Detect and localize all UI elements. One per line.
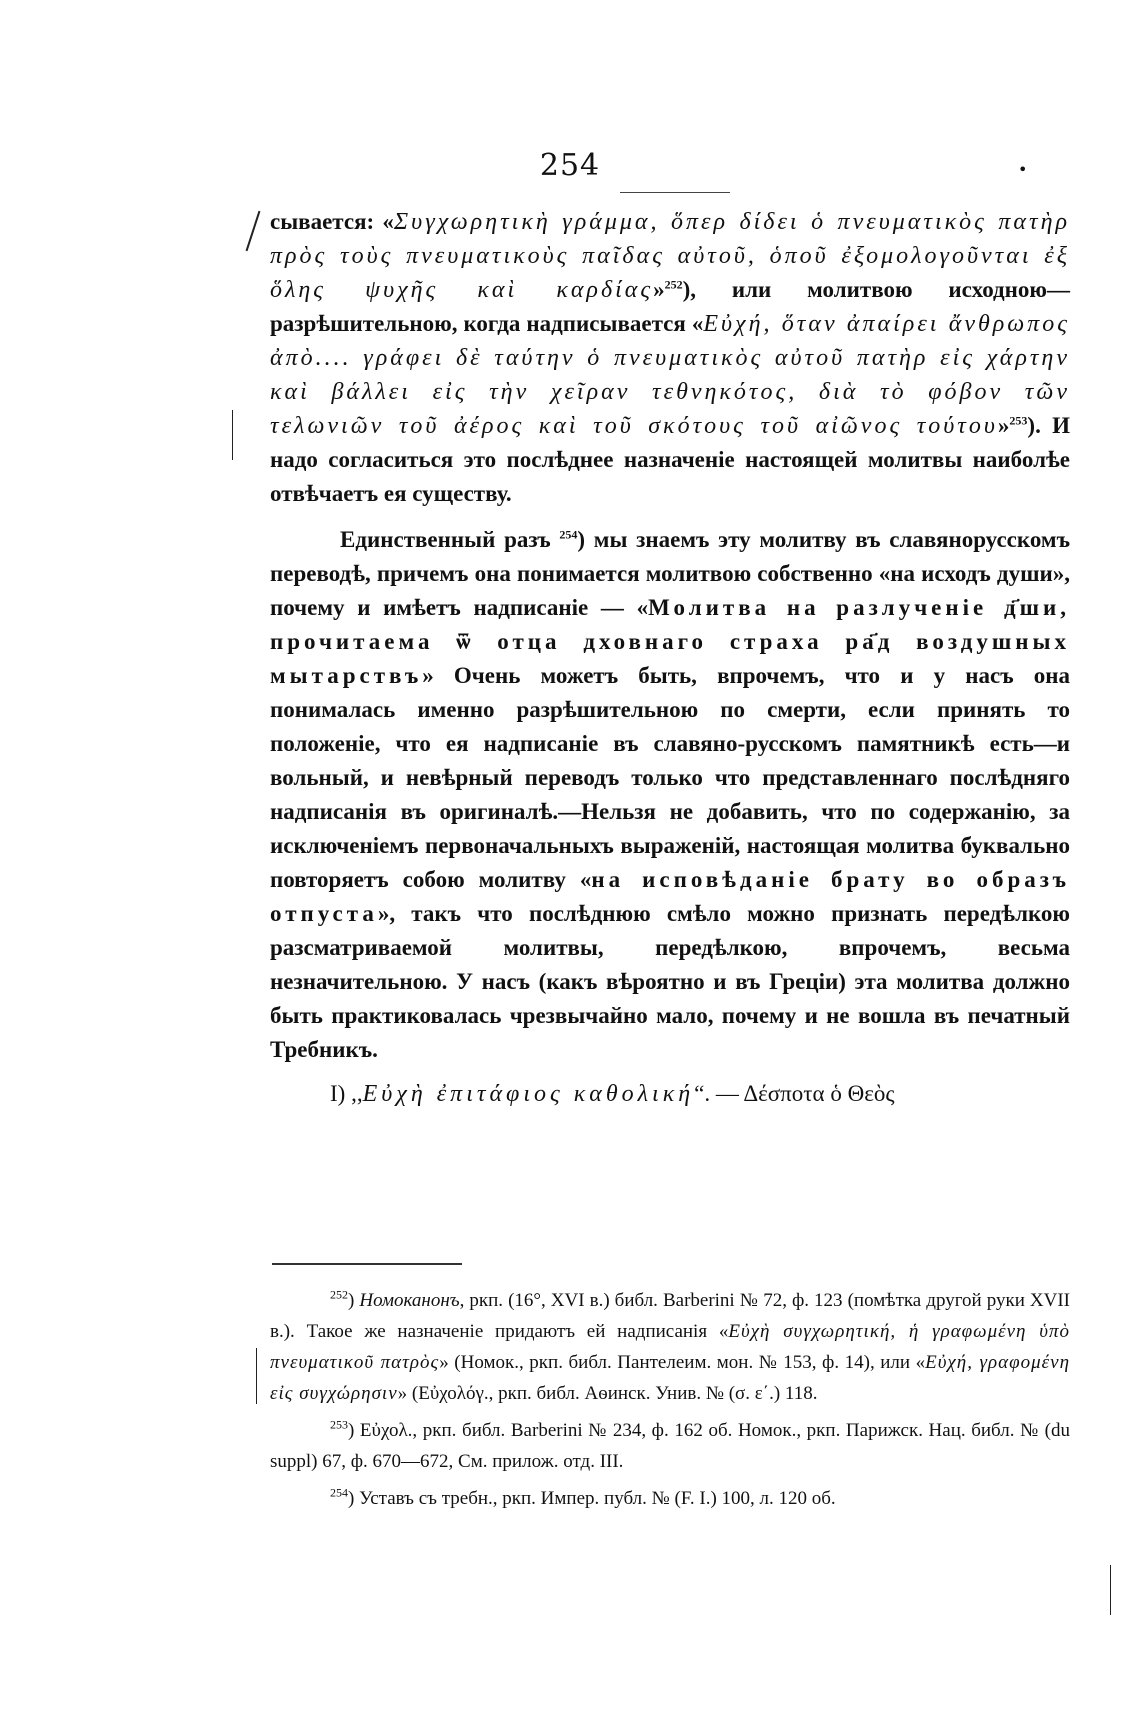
footnote-254: [270, 1483, 1070, 1514]
footnote-ref: 253: [1009, 413, 1028, 428]
text-run: ): [348, 1290, 360, 1311]
greek-quote: Εὐχὴ συγχωρητική, ἡ γραφωμένη ὑπὸ πνευματικοῦ πατρὸς: [270, 1321, 1070, 1373]
slavonic-title: Молитва на разлученіе д҃ши, прочитаема ѿ отца дховнаго страха ра҃д воздушных мытарствъ: [270, 595, 1070, 688]
margin-pencil-mark: [256, 1348, 257, 1404]
page-number: 254: [539, 148, 601, 183]
margin-pencil-mark: [246, 211, 261, 252]
margin-pencil-mark: [1110, 1565, 1111, 1615]
text-run: ), или молитвою исходною—разрѣшительною, когда надписывается «: [270, 277, 1070, 336]
footnote-ref: 252: [664, 277, 683, 292]
page-number-rule: [620, 192, 730, 193]
footnote-253: [270, 1415, 1070, 1477]
footnote-mark: 253: [330, 1417, 348, 1432]
greek-quote: Εὐχή, ὅταν ἀπαίρει ἄνθρωπος ἀπὸ.... γράφει δὲ ταύτην ὁ πνευματικὸς αὐτοῦ πατὴρ εἰς χάρτην καὶ βάλλει εἰς τὴν χεῖραν τεθνηκότος, διὰ τὸ φόβον τῶν τελωνιῶν τοῦ ἀέρος καὶ τοῦ σκότους τοῦ αἰῶνος τούτου: [270, 311, 1070, 439]
text-run: , ркп. (16°, XVI в.) библ. Barberini № 72, ф. 123 (помѣтка другой руки XVII в.). Такое же назначеніе придаютъ ей надписанія «: [270, 1290, 1070, 1342]
text-run: ). И надо согласиться это послѣднее назначеніе настоящей молитвы наиболѣе отвѣчаетъ ея существу.: [270, 413, 1070, 506]
greek-quote: Συγχωρητικὴ γράμμα, ὅπερ δίδει ὁ πνευματικὸς πατὴρ πρὸς τοὺς πνευματικοὺς παῖδας αὐτοῦ, ὁποῦ ἐξομολογοῦνται ἐξ ὅλης ψυχῆς καὶ καρδίας: [270, 209, 1070, 303]
text-run: » Очень можетъ быть, впрочемъ, что и у насъ она понималась именно разрѣшительною по смерти, если принять то положеніе, что ея надписаніе въ славяно-русскомъ памятникѣ есть—и вольный, и невѣрный переводъ только что представленнаго послѣдняго надписанія въ оригиналѣ.—Нельзя не добавить, что по содержанію, за исключеніемъ первоначальныхъ выраженій, настоящая молитва буквально повторяетъ собою молитву «: [270, 663, 1070, 892]
footnote-ref: 254: [559, 527, 578, 542]
text-run: Единственный разъ: [340, 527, 560, 552]
text-run: ) Εὐχολ., ркп. библ. Barberini № 234, ф. 162 об. Номок., ркп. Парижск. Нац. библ. № (du suppl) 67, ф. 670—672, См. прилож. отд. III.: [270, 1420, 1070, 1472]
margin-dot: •: [1018, 160, 1028, 179]
italic-title: Номоканонъ: [359, 1290, 460, 1311]
footnote-mark: 254: [330, 1485, 348, 1500]
slavonic-title: на исповѣданіе брату во образъ отпуста: [270, 867, 1070, 926]
margin-pencil-mark: [232, 410, 233, 460]
heading-rest: “. — Δέσποτα ὁ Θεὸς: [694, 1081, 895, 1106]
text-run: » (Номок., ркп. библ. Пантелеим. мон. № 153, ф. 14), или «: [439, 1352, 926, 1373]
section-heading: [270, 1077, 1070, 1111]
main-text: [270, 205, 1070, 1111]
paragraph-1: [270, 205, 1070, 511]
heading-number: I) ,,: [330, 1081, 363, 1106]
paragraph-2: [270, 523, 1070, 1067]
footnotes: [270, 1285, 1070, 1520]
text-run: »: [997, 413, 1010, 438]
heading-greek: Εὐχὴ ἐπιτάφιος καθολική: [362, 1081, 695, 1107]
text-run: »: [653, 277, 665, 302]
text-run: сывается: «: [270, 209, 394, 234]
footnote-252: [270, 1285, 1070, 1409]
footnote-rule: [272, 1263, 462, 1265]
text-run: ) Уставъ съ требн., ркп. Импер. публ. № (F. I.) 100, л. 120 об.: [348, 1488, 836, 1509]
footnote-mark: 252: [330, 1287, 348, 1302]
greek-quote: Εὐχή, γραφομένη εἰς συγχώρησιν: [270, 1352, 1070, 1404]
text-run: ) мы знаемъ эту молитву въ славянорусскомъ переводѣ, причемъ она понимается молитвою собственно «на исходъ души», почему и имѣетъ надписаніе — «: [270, 527, 1070, 620]
text-run: » (Εὐχολόγ., ркп. библ. Аѳинск. Унив. № (σ. ε΄.) 118.: [397, 1383, 818, 1404]
text-run: », такъ что послѣднюю смѣло можно признать передѣлкою разсматриваемой молитвы, передѣлкою, впрочемъ, весьма незначительною. У насъ (какъ вѣроятно и въ Греціи) эта молитва должно быть практиковалась чрезвычайно мало, почему и не вошла въ печатный Требникъ.: [270, 901, 1070, 1062]
